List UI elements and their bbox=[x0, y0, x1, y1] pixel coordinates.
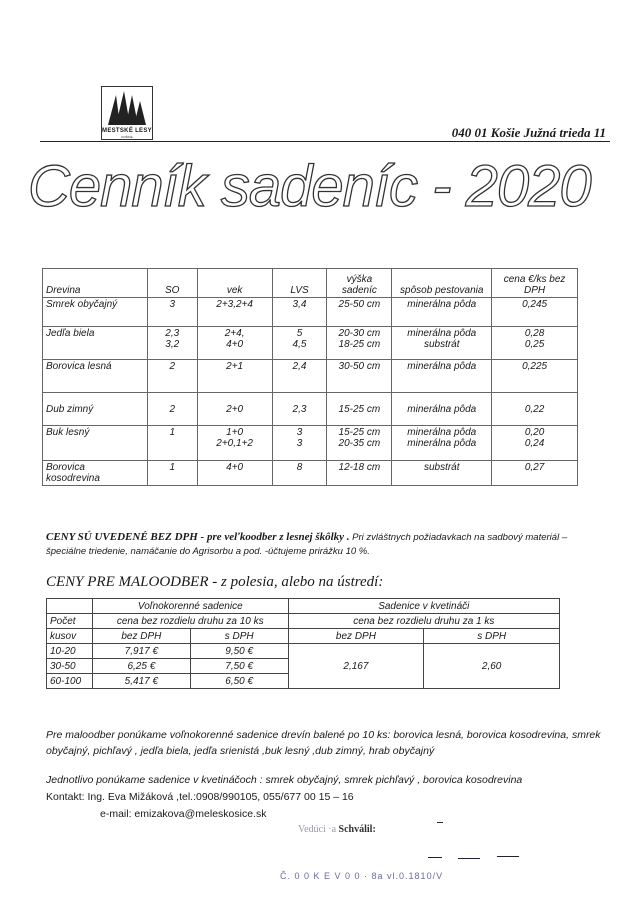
cell-bez: 6,25 € bbox=[92, 659, 190, 674]
cell-kusov: 30-50 bbox=[47, 659, 93, 674]
cell-vek: 4+0 bbox=[197, 461, 272, 486]
signature-mark bbox=[458, 858, 480, 859]
small-order-table bbox=[46, 598, 560, 689]
logo-text: MESTSKÉ LESY bbox=[102, 128, 152, 134]
table-row bbox=[43, 461, 578, 486]
bare-root-subheader: cena bez rozdielu druhu za 10 ks bbox=[92, 614, 288, 629]
mountains-icon bbox=[102, 87, 151, 127]
contact-text: Kontakt: Ing. Eva Mižáková ,tel.:0908/990105, 055/677 00 15 – 16 bbox=[46, 791, 354, 803]
column-header: spôsob pestovania bbox=[392, 269, 492, 298]
approved-label bbox=[298, 824, 376, 835]
cell-lvs: 3 3 bbox=[272, 426, 327, 461]
potted-subheader: cena bez rozdielu druhu za 1 ks bbox=[288, 614, 559, 629]
column-header: LVS bbox=[272, 269, 327, 298]
cell-vyska: 25-50 cm bbox=[327, 298, 392, 327]
table-row bbox=[47, 629, 560, 644]
cell-drevina: Dub zimný bbox=[43, 393, 148, 426]
cell-vek: 2+0 bbox=[197, 393, 272, 426]
table-row bbox=[43, 393, 578, 426]
bare-root-header: Voľnokorenné sadenice bbox=[92, 599, 288, 614]
cell-pot-bez: 2,167 bbox=[288, 644, 424, 689]
column-header: výška sadeníc bbox=[327, 269, 392, 298]
cell-cena: 0,225 bbox=[492, 360, 578, 393]
cell-vek: 1+0 2+0,1+2 bbox=[197, 426, 272, 461]
cell-kusov: 10-20 bbox=[47, 644, 93, 659]
cell-cena: 0,28 0,25 bbox=[492, 327, 578, 360]
cell-vyska: 20-30 cm 18-25 cm bbox=[327, 327, 392, 360]
cell-vek: 2+3,2+4 bbox=[197, 298, 272, 327]
col-s-dph: s DPH bbox=[424, 629, 560, 644]
cell-lvs: 2,4 bbox=[272, 360, 327, 393]
signature-mark bbox=[437, 822, 443, 823]
cell-cena: 0,20 0,24 bbox=[492, 426, 578, 461]
cell-lvs: 3,4 bbox=[272, 298, 327, 327]
cell-sposob: substrát bbox=[392, 461, 492, 486]
cell-so: 2 bbox=[147, 393, 197, 426]
count-label: Počet bbox=[47, 614, 93, 629]
cell-lvs: 2,3 bbox=[272, 393, 327, 426]
cell-s: 9,50 € bbox=[190, 644, 288, 659]
cell-vyska: 12-18 cm bbox=[327, 461, 392, 486]
table-row bbox=[43, 426, 578, 461]
cell-s: 7,50 € bbox=[190, 659, 288, 674]
cell-so: 1 bbox=[147, 461, 197, 486]
cell-cena: 0,245 bbox=[492, 298, 578, 327]
cell-sposob: minerálna pôda bbox=[392, 298, 492, 327]
cell-bez: 5,417 € bbox=[92, 674, 190, 689]
price-table bbox=[42, 268, 578, 486]
cell-s: 6,50 € bbox=[190, 674, 288, 689]
cell-sposob: minerálna pôda bbox=[392, 393, 492, 426]
cell-drevina: Borovica kosodrevina bbox=[43, 461, 148, 486]
signature-mark bbox=[497, 856, 519, 857]
signature-mark bbox=[428, 857, 442, 858]
header-rule bbox=[40, 141, 610, 142]
table-row bbox=[43, 360, 578, 393]
col-bez-dph: bez DPH bbox=[288, 629, 424, 644]
cell-vek: 2+4, 4+0 bbox=[197, 327, 272, 360]
table-row bbox=[43, 327, 578, 360]
cell-lvs: 5 4,5 bbox=[272, 327, 327, 360]
email-text: e-mail: emizakova@meleskosice.sk bbox=[100, 808, 267, 820]
column-header: vek bbox=[197, 269, 272, 298]
page-title-text: Cenník sadeníc - 2020 bbox=[28, 154, 591, 218]
potted-header: Sadenice v kvetináči bbox=[288, 599, 559, 614]
col-s-dph: s DPH bbox=[190, 629, 288, 644]
potted-offer-text: Jednotlivo ponúkame sadenice v kvetináčoch : smrek obyčajný, smrek pichľavý , borovica kosodrevina bbox=[46, 774, 523, 786]
cell-vyska: 30-50 cm bbox=[327, 360, 392, 393]
col-bez-dph: bez DPH bbox=[92, 629, 190, 644]
bulk-offer-text: Pre maloodber ponúkame voľnokorenné sadenice drevín balené po 10 ks: borovica lesná, borovica kosodrevina, smrek obyčajný, pichľavý , jedľa biela, jedľa srienistá ,buk lesný ,dub zimný, hrab obyčajný bbox=[46, 729, 601, 757]
table-row bbox=[47, 644, 560, 659]
cell-sposob: minerálna pôda bbox=[392, 360, 492, 393]
cell-cena: 0,22 bbox=[492, 393, 578, 426]
stamp-text: Č. 0 0 K E V 0 0 · 8a vl.0.1810/V bbox=[280, 871, 444, 881]
cell-sposob: minerálna pôda substrát bbox=[392, 327, 492, 360]
pricing-note-bold: CENY SÚ UVEDENÉ BEZ DPH - pre veľkoodber z lesnej škôlky . bbox=[46, 531, 350, 543]
cell-so: 1 bbox=[147, 426, 197, 461]
pricing-note bbox=[46, 530, 596, 559]
cell-drevina: Borovica lesná bbox=[43, 360, 148, 393]
cell-pot-s: 2,60 bbox=[424, 644, 560, 689]
table-row bbox=[43, 298, 578, 327]
logo-subtext: KOŠICE bbox=[121, 135, 133, 139]
cell-drevina: Jedľa biela bbox=[43, 327, 148, 360]
cell-cena: 0,27 bbox=[492, 461, 578, 486]
count-label: kusov bbox=[47, 629, 93, 644]
cell-so: 3 bbox=[147, 298, 197, 327]
table-header-row bbox=[43, 269, 578, 298]
small-order-heading: CENY PRE MALOODBER - z polesia, alebo na ústredí: bbox=[46, 574, 384, 590]
address: 040 01 Košie Južná trieda 11 bbox=[451, 125, 606, 140]
cell-vek: 2+1 bbox=[197, 360, 272, 393]
column-header: SO bbox=[147, 269, 197, 298]
cell-vyska: 15-25 cm bbox=[327, 393, 392, 426]
cell-kusov: 60-100 bbox=[47, 674, 93, 689]
column-header: Drevina bbox=[43, 269, 148, 298]
page-title bbox=[28, 148, 628, 218]
approved-text: Schválil: bbox=[338, 824, 376, 835]
table-row bbox=[47, 599, 560, 614]
cell-vyska: 15-25 cm 20-35 cm bbox=[327, 426, 392, 461]
column-header: cena €/ks bez DPH bbox=[492, 269, 578, 298]
cell-bez: 7,917 € bbox=[92, 644, 190, 659]
table-row bbox=[47, 614, 560, 629]
cell-drevina: Smrek obyčajný bbox=[43, 298, 148, 327]
pricing-note-text: Pri zvláštnych požiadavkach na sadbový materiál – špeciálne triedenie, namáčanie do Agrisorbu a pod. -účtujeme prirážku 10 %. bbox=[46, 532, 568, 557]
cell-sposob: minerálna pôda minerálna pôda bbox=[392, 426, 492, 461]
cell-so: 2,3 3,2 bbox=[147, 327, 197, 360]
approved-faint: Vedúci ·a bbox=[298, 824, 337, 835]
cell-drevina: Buk lesný bbox=[43, 426, 148, 461]
cell-so: 2 bbox=[147, 360, 197, 393]
blank-cell bbox=[47, 599, 93, 614]
cell-lvs: 8 bbox=[272, 461, 327, 486]
